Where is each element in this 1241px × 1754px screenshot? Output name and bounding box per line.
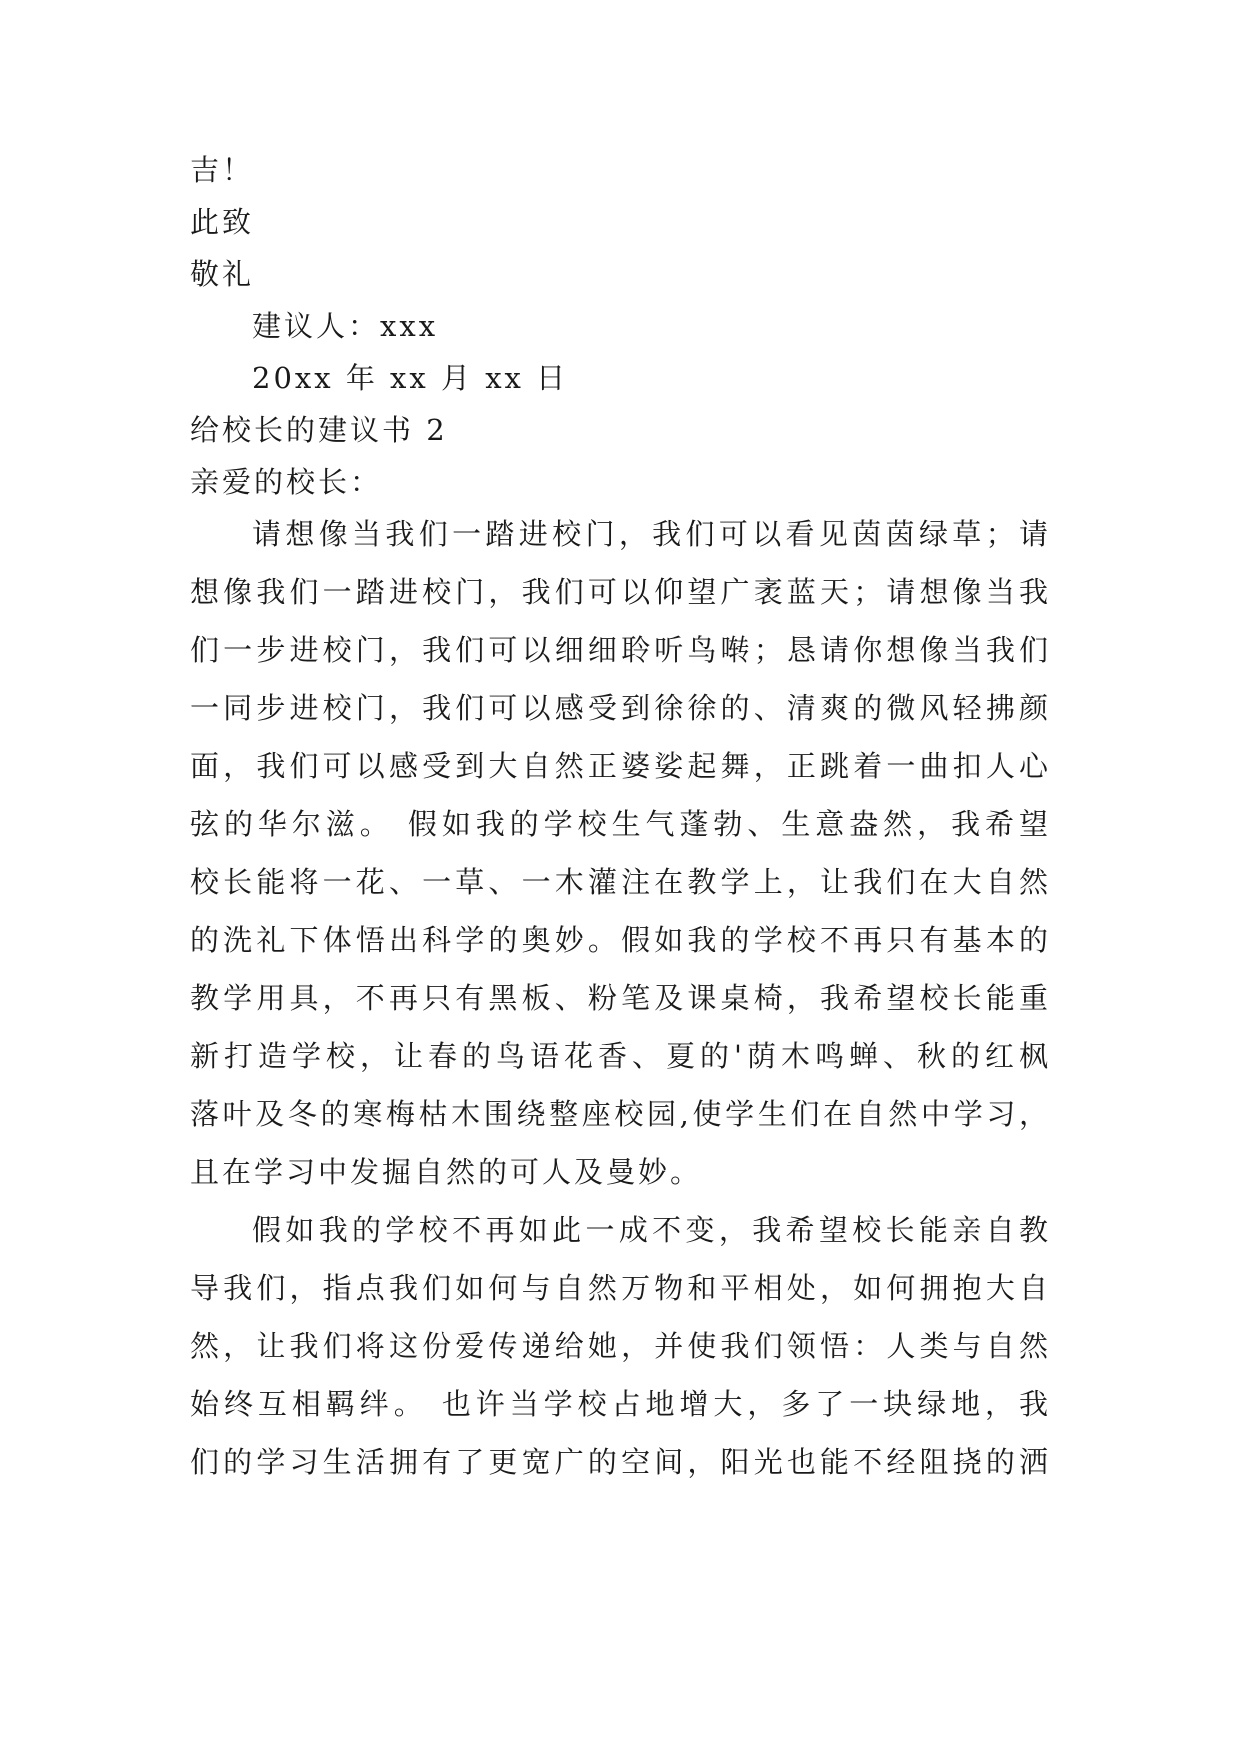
paragraph1-line: 且在学习中发掘自然的可人及曼妙。 — [190, 1155, 703, 1189]
paragraph1-line: 们一步进校门，我们可以细细聆听鸟啭；恳请你想像当我们 — [190, 633, 1048, 667]
paragraph1-line: 新打造学校，让春的鸟语花香、夏的'荫木鸣蝉、秋的红枫 — [190, 1039, 1048, 1073]
paragraph2-line: 然，让我们将这份爱传递给她，并使我们领悟：人类与自然 — [190, 1329, 1048, 1363]
paragraph1-line: 教学用具，不再只有黑板、粉笔及课桌椅，我希望校长能重 — [190, 981, 1048, 1015]
paragraph2-line: 们的学习生活拥有了更宽广的空间，阳光也能不经阻挠的洒 — [190, 1445, 1048, 1479]
paragraph1-line: 想像我们一踏进校门，我们可以仰望广袤蓝天；请想像当我 — [190, 575, 1048, 609]
paragraph1-line: 请想像当我们一踏进校门，我们可以看见茵茵绿草；请 — [252, 517, 1048, 551]
paragraph1-line: 落叶及冬的寒梅枯木围绕整座校园,使学生们在自然中学习， — [190, 1097, 1048, 1131]
paragraph2-line: 始终互相羁绊。 也许当学校占地增大，多了一块绿地，我 — [190, 1387, 1048, 1421]
paragraph1-line: 校长能将一花、一草、一木灌注在教学上，让我们在大自然 — [190, 865, 1048, 899]
paragraph2-line: 假如我的学校不再如此一成不变，我希望校长能亲自教 — [252, 1213, 1048, 1247]
letter-title: 给校长的建议书 2 — [190, 413, 448, 447]
closing-salutation: 此致 — [190, 205, 255, 239]
paragraph1-line: 面，我们可以感受到大自然正婆娑起舞，正跳着一曲扣人心 — [190, 749, 1048, 783]
letter-greeting: 亲爱的校长： — [190, 465, 383, 499]
closing-regards: 敬礼 — [190, 257, 255, 291]
paragraph1-line: 的洗礼下体悟出科学的奥妙。假如我的学校不再只有基本的 — [190, 923, 1048, 957]
paragraph2-line: 导我们，指点我们如何与自然万物和平相处，如何拥抱大自 — [190, 1271, 1048, 1305]
closing-line: 吉！ — [190, 153, 255, 187]
paragraph1-line: 弦的华尔滋。 假如我的学校生气蓬勃、生意盎然，我希望 — [190, 807, 1048, 841]
date-line: 20xx 年 xx 月 xx 日 — [252, 361, 569, 395]
paragraph1-line: 一同步进校门，我们可以感受到徐徐的、清爽的微风轻拂颜 — [190, 691, 1048, 725]
signer-line: 建议人：xxx — [252, 309, 439, 343]
